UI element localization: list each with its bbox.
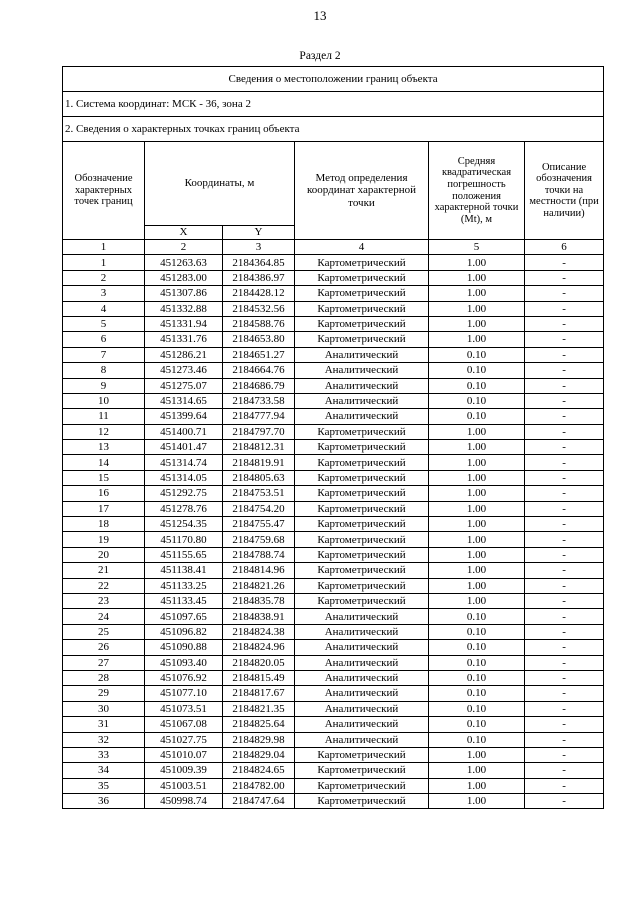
table-row <box>63 609 604 624</box>
header-error: Средняя квадратическая погрешность положения характерной точки (Mt), м <box>429 142 525 240</box>
table-row <box>63 778 604 793</box>
points-heading: 2. Сведения о характерных точках границ объекта <box>63 117 604 142</box>
cell-point: 28 <box>63 670 145 685</box>
table-row <box>63 316 604 331</box>
cell-x: 451331.94 <box>145 316 223 331</box>
cell-y: 2184588.76 <box>223 316 295 331</box>
cell-x: 451027.75 <box>145 732 223 747</box>
cell-x: 451076.92 <box>145 670 223 685</box>
cell-x: 451093.40 <box>145 655 223 670</box>
cell-point: 34 <box>63 763 145 778</box>
cell-x: 451314.05 <box>145 470 223 485</box>
cell-point: 36 <box>63 794 145 809</box>
cell-description: - <box>525 593 604 608</box>
table-row <box>63 270 604 285</box>
cell-description: - <box>525 609 604 624</box>
cell-error: 1.00 <box>429 440 525 455</box>
cell-x: 451273.46 <box>145 363 223 378</box>
cell-y: 2184805.63 <box>223 470 295 485</box>
cell-description: - <box>525 640 604 655</box>
cell-error: 1.00 <box>429 470 525 485</box>
cell-x: 451278.76 <box>145 501 223 516</box>
cell-method: Аналитический <box>295 655 429 670</box>
cell-x: 451332.88 <box>145 301 223 316</box>
cell-x: 451009.39 <box>145 763 223 778</box>
cell-point: 11 <box>63 409 145 424</box>
cell-method: Картометрический <box>295 547 429 562</box>
cell-description: - <box>525 701 604 716</box>
cell-method: Аналитический <box>295 363 429 378</box>
cell-error: 0.10 <box>429 640 525 655</box>
cell-y: 2184653.80 <box>223 332 295 347</box>
cell-y: 2184820.05 <box>223 655 295 670</box>
cell-method: Картометрический <box>295 440 429 455</box>
cell-method: Картометрический <box>295 778 429 793</box>
header-y: Y <box>223 226 295 240</box>
cell-error: 0.10 <box>429 670 525 685</box>
cell-error: 1.00 <box>429 270 525 285</box>
cell-error: 1.00 <box>429 778 525 793</box>
cell-point: 33 <box>63 747 145 762</box>
table-row <box>63 670 604 685</box>
cell-description: - <box>525 732 604 747</box>
cell-description: - <box>525 547 604 562</box>
cell-y: 2184824.96 <box>223 640 295 655</box>
cell-x: 451073.51 <box>145 701 223 716</box>
cell-error: 1.00 <box>429 547 525 562</box>
cell-description: - <box>525 624 604 639</box>
cell-y: 2184759.68 <box>223 532 295 547</box>
column-number: 3 <box>223 240 295 255</box>
column-number: 4 <box>295 240 429 255</box>
cell-y: 2184532.56 <box>223 301 295 316</box>
cell-x: 451010.07 <box>145 747 223 762</box>
cell-error: 1.00 <box>429 794 525 809</box>
cell-y: 2184777.94 <box>223 409 295 424</box>
cell-point: 9 <box>63 378 145 393</box>
cell-x: 451067.08 <box>145 717 223 732</box>
cell-error: 1.00 <box>429 255 525 270</box>
cell-method: Картометрический <box>295 286 429 301</box>
header-coords: Координаты, м <box>145 142 295 226</box>
cell-description: - <box>525 486 604 501</box>
cell-error: 1.00 <box>429 578 525 593</box>
cell-description: - <box>525 470 604 485</box>
header-x: X <box>145 226 223 240</box>
table-row <box>63 640 604 655</box>
table-row <box>63 440 604 455</box>
cell-error: 0.10 <box>429 609 525 624</box>
cell-y: 2184835.78 <box>223 593 295 608</box>
cell-x: 451314.74 <box>145 455 223 470</box>
cell-point: 8 <box>63 363 145 378</box>
cell-method: Аналитический <box>295 347 429 362</box>
section-title: Раздел 2 <box>299 50 341 62</box>
table-row <box>63 624 604 639</box>
boundary-points-table <box>62 66 604 809</box>
cell-method: Аналитический <box>295 378 429 393</box>
cell-description: - <box>525 332 604 347</box>
cell-description: - <box>525 455 604 470</box>
header-point: Обозначение характерных точек границ <box>63 142 145 240</box>
cell-description: - <box>525 440 604 455</box>
cell-description: - <box>525 363 604 378</box>
cell-y: 2184817.67 <box>223 686 295 701</box>
cell-method: Картометрический <box>295 486 429 501</box>
cell-y: 2184829.04 <box>223 747 295 762</box>
cell-y: 2184754.20 <box>223 501 295 516</box>
column-number: 1 <box>63 240 145 255</box>
cell-x: 451292.75 <box>145 486 223 501</box>
cell-point: 23 <box>63 593 145 608</box>
cell-y: 2184782.00 <box>223 778 295 793</box>
table-row <box>63 486 604 501</box>
cell-description: - <box>525 563 604 578</box>
table-row <box>63 332 604 347</box>
table-row <box>63 363 604 378</box>
table-row <box>63 532 604 547</box>
cell-method: Аналитический <box>295 409 429 424</box>
cell-description: - <box>525 794 604 809</box>
cell-point: 3 <box>63 286 145 301</box>
cell-point: 6 <box>63 332 145 347</box>
cell-point: 21 <box>63 563 145 578</box>
cell-error: 1.00 <box>429 486 525 501</box>
cell-method: Картометрический <box>295 255 429 270</box>
cell-point: 16 <box>63 486 145 501</box>
cell-point: 25 <box>63 624 145 639</box>
cell-y: 2184364.85 <box>223 255 295 270</box>
column-numbers-row <box>63 240 604 255</box>
cell-error: 0.10 <box>429 686 525 701</box>
cell-error: 1.00 <box>429 747 525 762</box>
cell-x: 451155.65 <box>145 547 223 562</box>
cell-error: 0.10 <box>429 378 525 393</box>
cell-method: Аналитический <box>295 609 429 624</box>
cell-x: 451307.86 <box>145 286 223 301</box>
cell-error: 1.00 <box>429 593 525 608</box>
table-row <box>63 501 604 516</box>
cell-x: 451314.65 <box>145 393 223 408</box>
cell-point: 29 <box>63 686 145 701</box>
cell-error: 0.10 <box>429 655 525 670</box>
cell-error: 1.00 <box>429 563 525 578</box>
cell-point: 35 <box>63 778 145 793</box>
cell-y: 2184821.26 <box>223 578 295 593</box>
cell-method: Картометрический <box>295 316 429 331</box>
cell-y: 2184812.31 <box>223 440 295 455</box>
cell-description: - <box>525 316 604 331</box>
cell-error: 0.10 <box>429 363 525 378</box>
cell-method: Картометрический <box>295 578 429 593</box>
table-row <box>63 286 604 301</box>
cell-method: Картометрический <box>295 455 429 470</box>
cell-x: 450998.74 <box>145 794 223 809</box>
cell-method: Аналитический <box>295 732 429 747</box>
cell-x: 451133.25 <box>145 578 223 593</box>
cell-x: 451400.71 <box>145 424 223 439</box>
cell-description: - <box>525 378 604 393</box>
cell-y: 2184664.76 <box>223 363 295 378</box>
table-row <box>63 701 604 716</box>
cell-y: 2184824.65 <box>223 763 295 778</box>
coordinate-system: 1. Система координат: МСК - 36, зона 2 <box>63 92 604 117</box>
cell-x: 451097.65 <box>145 609 223 624</box>
table-row <box>63 255 604 270</box>
cell-method: Картометрический <box>295 501 429 516</box>
cell-y: 2184821.35 <box>223 701 295 716</box>
header-description: Описание обозначения точки на местности (при наличии) <box>525 142 604 240</box>
cell-method: Картометрический <box>295 470 429 485</box>
table-row <box>63 455 604 470</box>
cell-method: Картометрический <box>295 424 429 439</box>
cell-x: 451254.35 <box>145 517 223 532</box>
cell-method: Аналитический <box>295 701 429 716</box>
cell-point: 5 <box>63 316 145 331</box>
cell-error: 0.10 <box>429 717 525 732</box>
cell-description: - <box>525 286 604 301</box>
cell-description: - <box>525 393 604 408</box>
cell-point: 1 <box>63 255 145 270</box>
cell-y: 2184838.91 <box>223 609 295 624</box>
cell-y: 2184819.91 <box>223 455 295 470</box>
table-row <box>63 593 604 608</box>
cell-y: 2184753.51 <box>223 486 295 501</box>
cell-error: 1.00 <box>429 286 525 301</box>
cell-x: 451286.21 <box>145 347 223 362</box>
cell-point: 24 <box>63 609 145 624</box>
cell-description: - <box>525 578 604 593</box>
column-number: 6 <box>525 240 604 255</box>
cell-description: - <box>525 763 604 778</box>
cell-y: 2184829.98 <box>223 732 295 747</box>
cell-point: 32 <box>63 732 145 747</box>
cell-point: 30 <box>63 701 145 716</box>
cell-y: 2184651.27 <box>223 347 295 362</box>
table-row <box>63 378 604 393</box>
cell-method: Картометрический <box>295 794 429 809</box>
cell-x: 451401.47 <box>145 440 223 455</box>
cell-description: - <box>525 255 604 270</box>
cell-y: 2184428.12 <box>223 286 295 301</box>
cell-point: 2 <box>63 270 145 285</box>
cell-error: 1.00 <box>429 501 525 516</box>
cell-error: 1.00 <box>429 332 525 347</box>
header-method: Метод определения координат характерной точки <box>295 142 429 240</box>
cell-x: 451283.00 <box>145 270 223 285</box>
cell-method: Аналитический <box>295 393 429 408</box>
cell-description: - <box>525 301 604 316</box>
cell-method: Картометрический <box>295 517 429 532</box>
cell-error: 0.10 <box>429 624 525 639</box>
cell-method: Картометрический <box>295 270 429 285</box>
cell-x: 451399.64 <box>145 409 223 424</box>
cell-y: 2184733.58 <box>223 393 295 408</box>
table-row <box>63 732 604 747</box>
cell-method: Картометрический <box>295 593 429 608</box>
cell-error: 0.10 <box>429 732 525 747</box>
table-row <box>63 686 604 701</box>
cell-point: 20 <box>63 547 145 562</box>
table-row <box>63 547 604 562</box>
cell-point: 31 <box>63 717 145 732</box>
cell-point: 22 <box>63 578 145 593</box>
cell-method: Аналитический <box>295 686 429 701</box>
cell-x: 451331.76 <box>145 332 223 347</box>
cell-point: 10 <box>63 393 145 408</box>
cell-error: 1.00 <box>429 424 525 439</box>
cell-error: 1.00 <box>429 763 525 778</box>
cell-point: 19 <box>63 532 145 547</box>
cell-point: 12 <box>63 424 145 439</box>
column-number: 5 <box>429 240 525 255</box>
cell-point: 18 <box>63 517 145 532</box>
cell-method: Картометрический <box>295 747 429 762</box>
cell-y: 2184686.79 <box>223 378 295 393</box>
cell-description: - <box>525 270 604 285</box>
cell-method: Картометрический <box>295 332 429 347</box>
cell-y: 2184747.64 <box>223 794 295 809</box>
cell-description: - <box>525 501 604 516</box>
cell-point: 15 <box>63 470 145 485</box>
cell-description: - <box>525 670 604 685</box>
cell-y: 2184386.97 <box>223 270 295 285</box>
cell-error: 1.00 <box>429 301 525 316</box>
cell-description: - <box>525 409 604 424</box>
cell-method: Аналитический <box>295 717 429 732</box>
page-number: 13 <box>313 8 327 23</box>
cell-error: 0.10 <box>429 701 525 716</box>
table-title: Сведения о местоположении границ объекта <box>63 67 604 92</box>
cell-method: Картометрический <box>295 301 429 316</box>
cell-point: 4 <box>63 301 145 316</box>
cell-x: 451170.80 <box>145 532 223 547</box>
table-row <box>63 347 604 362</box>
table-row <box>63 794 604 809</box>
cell-method: Аналитический <box>295 624 429 639</box>
cell-y: 2184755.47 <box>223 517 295 532</box>
cell-method: Картометрический <box>295 763 429 778</box>
cell-y: 2184788.74 <box>223 547 295 562</box>
cell-point: 14 <box>63 455 145 470</box>
cell-point: 13 <box>63 440 145 455</box>
cell-description: - <box>525 686 604 701</box>
cell-y: 2184824.38 <box>223 624 295 639</box>
cell-x: 451133.45 <box>145 593 223 608</box>
cell-description: - <box>525 424 604 439</box>
cell-description: - <box>525 717 604 732</box>
table-row <box>63 655 604 670</box>
table-row <box>63 563 604 578</box>
cell-description: - <box>525 517 604 532</box>
cell-point: 26 <box>63 640 145 655</box>
cell-description: - <box>525 347 604 362</box>
cell-y: 2184814.96 <box>223 563 295 578</box>
table-row <box>63 393 604 408</box>
cell-error: 0.10 <box>429 409 525 424</box>
cell-method: Аналитический <box>295 640 429 655</box>
cell-x: 451077.10 <box>145 686 223 701</box>
table-row <box>63 517 604 532</box>
cell-x: 451275.07 <box>145 378 223 393</box>
cell-error: 1.00 <box>429 455 525 470</box>
cell-point: 17 <box>63 501 145 516</box>
cell-point: 27 <box>63 655 145 670</box>
cell-error: 1.00 <box>429 316 525 331</box>
cell-description: - <box>525 655 604 670</box>
cell-point: 7 <box>63 347 145 362</box>
cell-x: 451138.41 <box>145 563 223 578</box>
table-row <box>63 578 604 593</box>
cell-method: Аналитический <box>295 670 429 685</box>
cell-error: 0.10 <box>429 347 525 362</box>
cell-y: 2184797.70 <box>223 424 295 439</box>
cell-description: - <box>525 747 604 762</box>
table-row <box>63 409 604 424</box>
table-row <box>63 717 604 732</box>
cell-description: - <box>525 532 604 547</box>
cell-method: Картометрический <box>295 532 429 547</box>
table-row <box>63 301 604 316</box>
cell-error: 1.00 <box>429 532 525 547</box>
cell-error: 0.10 <box>429 393 525 408</box>
cell-y: 2184825.64 <box>223 717 295 732</box>
column-number: 2 <box>145 240 223 255</box>
cell-error: 1.00 <box>429 517 525 532</box>
cell-x: 451096.82 <box>145 624 223 639</box>
cell-y: 2184815.49 <box>223 670 295 685</box>
table-row <box>63 424 604 439</box>
cell-x: 451090.88 <box>145 640 223 655</box>
cell-method: Картометрический <box>295 563 429 578</box>
table-row <box>63 747 604 762</box>
table-row <box>63 470 604 485</box>
cell-x: 451263.63 <box>145 255 223 270</box>
cell-description: - <box>525 778 604 793</box>
cell-x: 451003.51 <box>145 778 223 793</box>
table-row <box>63 763 604 778</box>
